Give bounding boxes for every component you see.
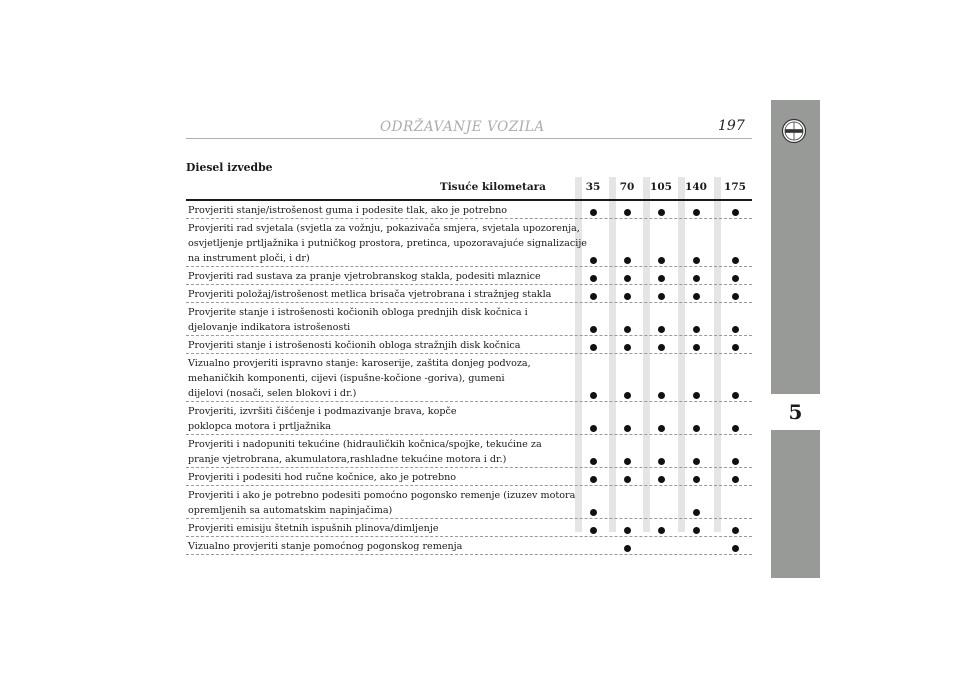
service-mark-dot bbox=[693, 293, 700, 300]
service-mark-dot bbox=[624, 326, 631, 333]
service-mark-dot bbox=[732, 545, 739, 552]
km-column-header: 140 bbox=[685, 181, 707, 193]
service-mark-dot bbox=[658, 476, 665, 483]
service-mark-dot bbox=[590, 509, 597, 516]
row-description: Provjeriti rad sustava za pranje vjetrobranskog stakla, podesiti mlaznice bbox=[188, 271, 541, 282]
service-mark-dot bbox=[693, 344, 700, 351]
service-mark-dot bbox=[590, 527, 597, 534]
service-mark-dot bbox=[693, 458, 700, 465]
table-row bbox=[186, 402, 752, 435]
service-mark-dot bbox=[590, 392, 597, 399]
table-row bbox=[186, 354, 752, 402]
row-description: Provjeriti stanje/istrošenost guma i podesite tlak, ako je potrebno bbox=[188, 205, 508, 216]
table-row bbox=[186, 519, 752, 537]
table-row bbox=[186, 486, 752, 519]
table-row bbox=[186, 336, 752, 354]
service-mark-dot bbox=[732, 209, 739, 216]
row-description: Provjeriti rad svjetala (svjetla za vožnju, pokazivača smjera, svjetala upozorenja, osvjetljenje prtljažnika i putničkog prostora, pretinca, upozoravajuće signalizacije na instrument ploči, i dr) bbox=[188, 223, 587, 264]
section-title: Diesel izvedbe bbox=[186, 161, 273, 174]
service-mark-dot bbox=[590, 458, 597, 465]
service-mark-dot bbox=[693, 257, 700, 264]
service-mark-dot bbox=[693, 527, 700, 534]
service-mark-dot bbox=[693, 392, 700, 399]
km-column-header: 70 bbox=[619, 181, 635, 193]
table-row bbox=[186, 303, 752, 336]
row-description: Provjeriti i ako je potrebno podesiti pomoćno pogonsko remenje (izuzev motora opremljenih sa automatskim napinjačima) bbox=[188, 490, 576, 516]
km-column-header: 175 bbox=[724, 181, 746, 193]
service-mark-dot bbox=[732, 476, 739, 483]
service-mark-dot bbox=[658, 458, 665, 465]
service-mark-dot bbox=[658, 257, 665, 264]
row-description: Vizualno provjeriti ispravno stanje: karoserije, zaštita donjeg podvoza, mehaničkih komponenti, cijevi (ispušne-kočione -goriva), gumeni dijelovi (nosači, selen blokovi i dr.) bbox=[188, 358, 531, 399]
km-column-header: 105 bbox=[650, 181, 672, 193]
row-description: Provjeriti i nadopuniti tekućine (hidrauličkih kočnica/spojke, tekućine za pranje vjetrobrana, akumulatora,rashladne tekućine motora i dr.) bbox=[188, 439, 542, 465]
table-header-rule bbox=[186, 199, 752, 201]
service-mark-dot bbox=[732, 344, 739, 351]
table-row bbox=[186, 201, 752, 219]
service-mark-dot bbox=[732, 527, 739, 534]
service-mark-dot bbox=[590, 209, 597, 216]
service-mark-dot bbox=[658, 344, 665, 351]
service-mark-dot bbox=[658, 209, 665, 216]
service-mark-dot bbox=[624, 545, 631, 552]
service-mark-dot bbox=[658, 293, 665, 300]
service-mark-dot bbox=[693, 509, 700, 516]
service-mark-dot bbox=[624, 425, 631, 432]
service-mark-dot bbox=[732, 458, 739, 465]
service-mark-dot bbox=[658, 326, 665, 333]
service-mark-dot bbox=[658, 275, 665, 282]
service-mark-dot bbox=[624, 209, 631, 216]
row-description: Vizualno provjeriti stanje pomoćnog pogonskog remenja bbox=[188, 541, 463, 552]
row-description: Provjerite stanje i istrošenosti kočionih obloga prednjih disk kočnica i djelovanje indikatora istrošenosti bbox=[188, 307, 528, 333]
table-row bbox=[186, 435, 752, 468]
service-mark-dot bbox=[732, 392, 739, 399]
chapter-side-tab bbox=[771, 100, 820, 578]
page-header-title: ODRŽAVANJE VOZILA bbox=[380, 119, 545, 135]
service-mark-dot bbox=[590, 293, 597, 300]
table-row bbox=[186, 285, 752, 303]
service-mark-dot bbox=[693, 209, 700, 216]
service-mark-dot bbox=[624, 257, 631, 264]
row-description: Provjeriti emisiju štetnih ispušnih plinova/dimljenje bbox=[188, 523, 439, 534]
chapter-number: 5 bbox=[788, 400, 803, 424]
service-mark-dot bbox=[624, 476, 631, 483]
table-row bbox=[186, 219, 752, 267]
service-mark-dot bbox=[693, 326, 700, 333]
service-mark-dot bbox=[624, 344, 631, 351]
service-mark-dot bbox=[624, 527, 631, 534]
service-mark-dot bbox=[658, 392, 665, 399]
service-mark-dot bbox=[732, 275, 739, 282]
lancia-logo-icon bbox=[781, 118, 807, 144]
km-column-header: 35 bbox=[585, 181, 601, 193]
service-mark-dot bbox=[732, 425, 739, 432]
service-mark-dot bbox=[732, 326, 739, 333]
service-mark-dot bbox=[732, 293, 739, 300]
row-description: Provjeriti i podesiti hod ručne kočnice, ako je potrebno bbox=[188, 472, 457, 483]
header-divider bbox=[186, 138, 752, 139]
service-mark-dot bbox=[693, 275, 700, 282]
table-row bbox=[186, 537, 752, 555]
row-description: Provjeriti položaj/istrošenost metlica brisača vjetrobrana i stražnjeg stakla bbox=[188, 289, 552, 300]
service-mark-dot bbox=[624, 392, 631, 399]
service-mark-dot bbox=[624, 293, 631, 300]
service-mark-dot bbox=[693, 425, 700, 432]
service-mark-dot bbox=[658, 527, 665, 534]
service-mark-dot bbox=[590, 344, 597, 351]
service-mark-dot bbox=[693, 476, 700, 483]
service-mark-dot bbox=[590, 476, 597, 483]
service-mark-dot bbox=[658, 425, 665, 432]
page-number: 197 bbox=[718, 118, 745, 134]
service-mark-dot bbox=[624, 275, 631, 282]
km-column-label: Tisuće kilometara bbox=[439, 181, 546, 193]
row-description: Provjeriti, izvršiti čišćenje i podmazivanje brava, kopče poklopca motora i prtljažnika bbox=[188, 406, 457, 432]
table-row bbox=[186, 468, 752, 486]
service-mark-dot bbox=[624, 458, 631, 465]
service-mark-dot bbox=[732, 257, 739, 264]
row-description: Provjeriti stanje i istrošenosti kočionih obloga stražnjih disk kočnica bbox=[188, 340, 521, 351]
table-row bbox=[186, 267, 752, 285]
service-mark-dot bbox=[590, 275, 597, 282]
service-mark-dot bbox=[590, 326, 597, 333]
service-mark-dot bbox=[590, 425, 597, 432]
service-mark-dot bbox=[590, 257, 597, 264]
